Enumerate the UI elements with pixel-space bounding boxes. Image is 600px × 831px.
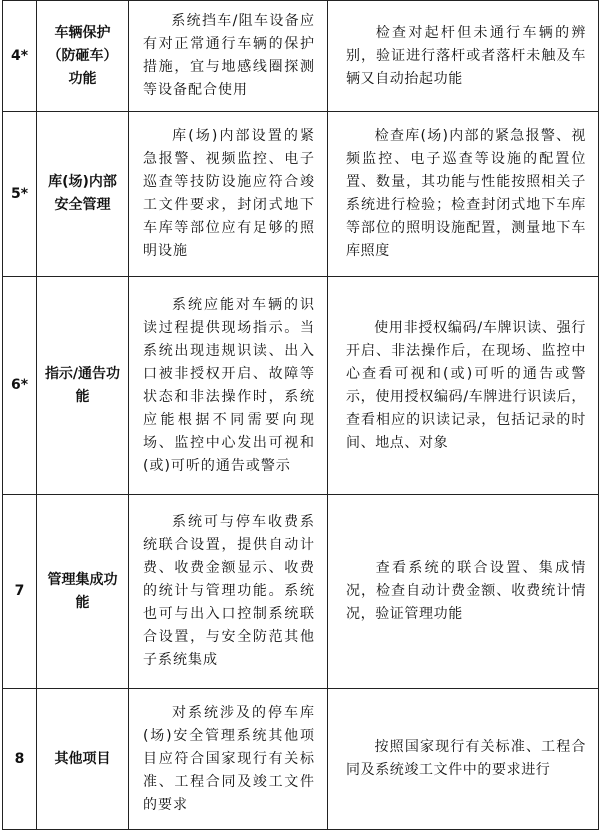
row-number: 6* bbox=[3, 277, 37, 495]
row-number: 8 bbox=[3, 689, 37, 830]
table-row bbox=[3, 689, 599, 830]
acceptance-table bbox=[2, 0, 599, 830]
requirement-text: 系统应能对车辆的识读过程提供现场指示。当系统出现违规识读、出入口被非授权开启、故障等状态和非法操作时，系统应能根据不同需要向现场、监控中心发出可视和(或)可听的通告或警示 bbox=[143, 296, 315, 474]
requirement-cell bbox=[129, 495, 328, 689]
item-name: 指示/通告功能 bbox=[37, 277, 129, 495]
check-cell bbox=[328, 495, 599, 689]
check-text: 按照国家现行有关标准、工程合同及系统竣工文件中的要求进行 bbox=[346, 739, 586, 778]
requirement-cell bbox=[129, 112, 328, 277]
table-row bbox=[3, 277, 599, 495]
check-text: 使用非授权编码/车牌识读、强行开启、非法操作后，在现场、监控中心查看可视和(或)可听的通告或警示，使用授权编码/车牌进行识读后，查看相应的识读记录，包括记录的时间、地点、对象 bbox=[346, 319, 586, 451]
requirement-text: 对系统涉及的停车库(场)安全管理系统其他项目应符合国家现行有关标准、工程合同及竣工文件的要求 bbox=[143, 704, 315, 813]
check-text: 检查对起杆但未通行车辆的辨别，验证进行落杆或者落杆未触及车辆又自动抬起功能 bbox=[346, 24, 586, 87]
check-text: 检查库(场)内部的紧急报警、视频监控、电子巡查等设施的配置位置、数量，其功能与性能按照相关子系统进行检验；检查封闭式地下车库等部位的照明设施配置，测量地下车库照度 bbox=[346, 128, 586, 259]
check-cell bbox=[328, 689, 599, 830]
check-cell bbox=[328, 112, 599, 277]
item-name: 其他项目 bbox=[37, 689, 129, 830]
table-row bbox=[3, 1, 599, 112]
requirement-cell bbox=[129, 277, 328, 495]
item-name: 管理集成功能 bbox=[37, 495, 129, 689]
requirement-cell bbox=[129, 1, 328, 112]
row-number: 5* bbox=[3, 112, 37, 277]
requirement-text: 系统可与停车收费系统联合设置，提供自动计费、收费金额显示、收费的统计与管理功能。系统也可与出入口控制系统联合设置，与安全防范其他子系统集成 bbox=[143, 514, 315, 668]
check-text: 查看系统的联合设置、集成情况，检查自动计费金额、收费统计情况，验证管理功能 bbox=[346, 560, 586, 622]
requirement-text: 系统挡车/阻车设备应有对正常通行车辆的保护措施，宜与地感线圈探测等设备配合使用 bbox=[143, 13, 315, 98]
item-name: 车辆保护（防砸车）功能 bbox=[37, 1, 129, 112]
row-number: 4* bbox=[3, 1, 37, 112]
requirement-text: 库(场)内部设置的紧急报警、视频监控、电子巡查等技防设施应符合竣工文件要求，封闭式地下车库等部位应有足够的照明设施 bbox=[143, 128, 315, 259]
item-name: 库(场)内部安全管理 bbox=[37, 112, 129, 277]
check-cell bbox=[328, 1, 599, 112]
table-row bbox=[3, 112, 599, 277]
check-cell bbox=[328, 277, 599, 495]
row-number: 7 bbox=[3, 495, 37, 689]
table-row bbox=[3, 495, 599, 689]
requirement-cell bbox=[129, 689, 328, 830]
